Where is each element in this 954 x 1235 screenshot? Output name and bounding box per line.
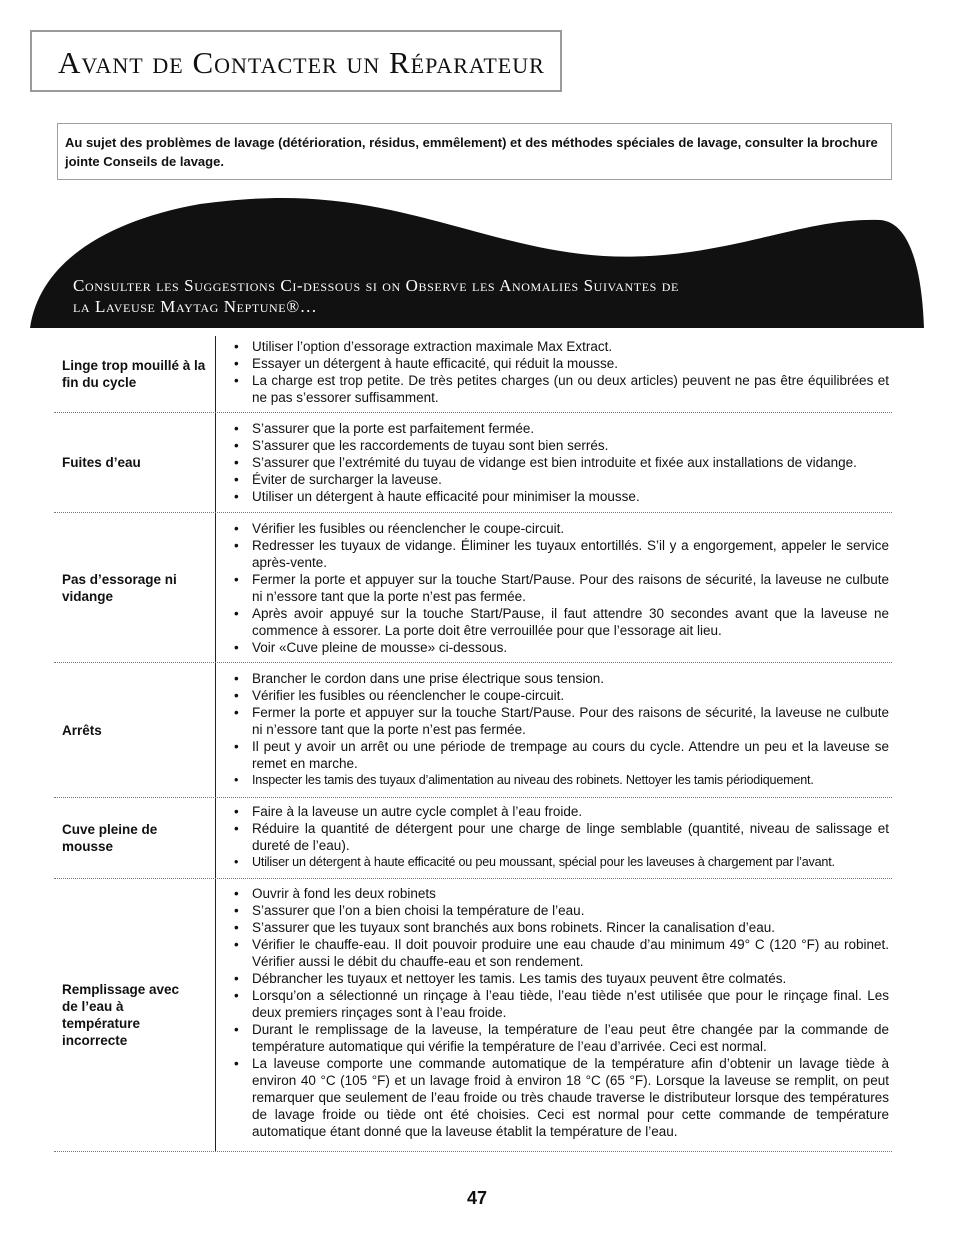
list-item: • Lorsqu’on a sélectionné un rinçage à l’eau tiède, l’eau tiède n’est utilisée que pour le rinçage final. Les deux premiers rinçages sont à l’eau froide.	[232, 987, 889, 1021]
table-row	[54, 663, 892, 798]
section-heading-line1: Consulter les Suggestions Ci-dessous si on Observe les Anomalies Suivantes de	[73, 276, 679, 295]
list-item: • Utiliser un détergent à haute efficacité ou peu moussant, spécial pour les laveuses à chargement par l’avant.	[232, 854, 889, 871]
list-item: • Ouvrir à fond les deux robinets	[232, 885, 889, 902]
list-item: • Vérifier les fusibles ou réenclencher le coupe-circuit.	[232, 520, 889, 537]
list-item: • Brancher le cordon dans une prise électrique sous tension.	[232, 670, 889, 687]
list-item: • Il peut y avoir un arrêt ou une période de trempage au cours du cycle. Attendre un peu et la laveuse se remet en marche.	[232, 738, 889, 772]
page-number: 47	[466, 1188, 488, 1208]
table-row	[54, 513, 892, 663]
list-item: • Essayer un détergent à haute efficacité, qui réduit la mousse.	[232, 355, 889, 372]
list-item: • Durant le remplissage de la laveuse, la température de l’eau peut être changée par la commande de température automatique qui vérifie la température de l’eau d’arrivée. Ceci est normal.	[232, 1021, 889, 1055]
list-item: • S’assurer que les raccordements de tuyau sont bien serrés.	[232, 437, 889, 454]
list-item: • S’assurer que l’extrémité du tuyau de vidange est bien introduite et fixée aux installations de vidange.	[232, 454, 889, 471]
list-item: • Réduire la quantité de détergent pour une charge de linge semblable (quantité, niveau de salissage et dureté de l’eau).	[232, 820, 889, 854]
page-title: Avant de Contacter un Réparateur	[58, 45, 545, 80]
problem-label: Remplissage avec de l’eau à température incorrecte	[54, 879, 216, 1151]
note-box	[57, 123, 892, 180]
table-row	[54, 413, 892, 513]
list-item: • S’assurer que l’on a bien choisi la température de l’eau.	[232, 902, 889, 919]
list-item: • Faire à la laveuse un autre cycle complet à l’eau froide.	[232, 803, 889, 820]
title-box	[30, 30, 562, 92]
section-heading-line2: la Laveuse Maytag Neptune®…	[73, 297, 318, 316]
problem-label: Pas d’essorage ni vidange	[54, 513, 216, 662]
list-item: • La charge est trop petite. De très petites charges (un ou deux articles) peuvent ne pas être équilibrées et ne pas s’essorer suffisamment.	[232, 372, 889, 406]
list-item: • La laveuse comporte une commande automatique de la température afin d’obtenir un lavage tiède à environ 40 °C (105 °F) et un lavage froid à environ 18 °C (65 °F). Lorsque la laveuse se remplit, on peut remarquer que seulement de l’eau froide ou très chaude traverse le distributeur lorsque des températures de lavage froide ou tiède ont été choisies. Ceci est normal pour cette commande de température automatique étant donné que la laveuse établit la température de l’eau.	[232, 1055, 889, 1140]
note-text: Au sujet des problèmes de lavage (détérioration, résidus, emmêlement) et des méthodes spéciales de lavage, consulter la brochure jointe Conseils de lavage.	[65, 135, 878, 169]
list-item: • Après avoir appuyé sur la touche Start/Pause, il faut attendre 30 secondes avant que la laveuse ne commence à essorer. La porte doit être verrouillée pour que l’essorage ait lieu.	[232, 605, 889, 639]
table-row	[54, 879, 892, 1152]
list-item: • Redresser les tuyaux de vidange. Éliminer les tuyaux entortillés. S’il y a engorgement, appeler le service après-vente.	[232, 537, 889, 571]
list-item: • Fermer la porte et appuyer sur la touche Start/Pause. Pour des raisons de sécurité, la laveuse ne culbute ni n’essore tant que la porte n’est pas fermée.	[232, 704, 889, 738]
section-heading	[73, 275, 873, 317]
list-item: • Voir «Cuve pleine de mousse» ci-dessous.	[232, 639, 889, 656]
table-row	[54, 336, 892, 413]
list-item: • Fermer la porte et appuyer sur la touche Start/Pause. Pour des raisons de sécurité, la laveuse ne culbute ni n’essore tant que la porte n’est pas fermée.	[232, 571, 889, 605]
list-item: • Inspecter les tamis des tuyaux d’alimentation au niveau des robinets. Nettoyer les tamis périodiquement.	[232, 772, 889, 789]
problem-label: Linge trop mouillé à la fin du cycle	[54, 336, 216, 412]
problem-label: Cuve pleine de mousse	[54, 798, 216, 878]
list-item: • S’assurer que les tuyaux sont branchés aux bons robinets. Rincer la canalisation d’eau.	[232, 919, 889, 936]
problem-label: Arrêts	[54, 663, 216, 797]
list-item: • Utiliser l’option d’essorage extraction maximale Max Extract.	[232, 338, 889, 355]
list-item: • S’assurer que la porte est parfaitement fermée.	[232, 420, 889, 437]
list-item: • Vérifier les fusibles ou réenclencher le coupe-circuit.	[232, 687, 889, 704]
list-item: • Débrancher les tuyaux et nettoyer les tamis. Les tamis des tuyaux peuvent être colmatés.	[232, 970, 889, 987]
table-row	[54, 798, 892, 879]
problem-label: Fuites d’eau	[54, 413, 216, 512]
list-item: • Éviter de surcharger la laveuse.	[232, 471, 889, 488]
list-item: • Utiliser un détergent à haute efficacité pour minimiser la mousse.	[232, 488, 889, 505]
list-item: • Vérifier le chauffe-eau. Il doit pouvoir produire une eau chaude d’au minimum 49° C (120 °F) au robinet. Vérifier aussi le débit du chauffe-eau et son rendement.	[232, 936, 889, 970]
troubleshooting-table	[54, 336, 892, 1152]
